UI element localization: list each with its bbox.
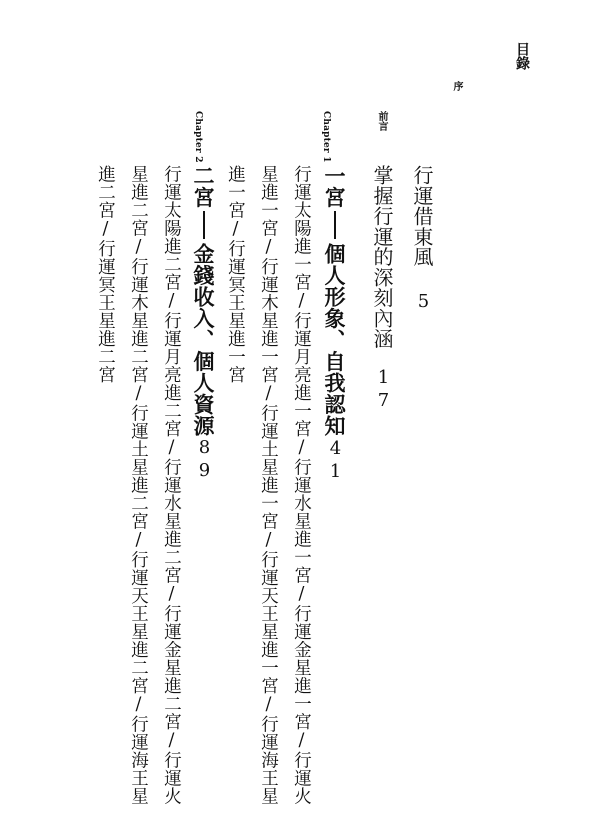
chapter-2-line-2: 星進二宮/行運木星進二宮/行運土星進二宮/行運天王星進二宮/行運海王星 [128,165,149,805]
toc-title: 目錄 [514,42,530,70]
chapter-1-line-1: 行運太陽進一宮/行運月亮進一宮/行運水星進一宮/行運金星進一宮/行運火 [291,165,312,805]
foreword-page-number: 17 [373,367,394,413]
foreword-label: 前言 [376,111,387,131]
chapter-2-title-prefix: 二宮 [191,165,216,208]
preface-page-number: 5 [413,291,434,314]
chapter-2-label: Chapter 2 [193,111,203,163]
chapter-1-title-dash [334,211,336,239]
preface-label: 序 [451,81,462,91]
chapter-1-label: Chapter 1 [321,111,331,163]
chapter-1-title [322,165,348,437]
chapter-1-title-suffix: 個人形象、自我認知 [322,243,347,437]
chapter-1-page-number: 41 [325,438,346,484]
chapter-2-title-dash [203,211,205,239]
foreword-entry-title: 掌握行運的深刻內涵 [370,165,394,349]
chapter-1-title-prefix: 一宮 [322,165,347,208]
chapter-2-title-suffix: 金錢收入、個人資源 [191,243,216,437]
preface-entry-title: 行運借東風 [410,165,434,267]
chapter-2-title [191,165,217,437]
chapter-2-page-number: 89 [194,437,215,483]
chapter-1-line-3: 進一宮/行運冥王星進一宮 [225,165,246,384]
chapter-1-line-2: 星進一宮/行運木星進一宮/行運土星進一宮/行運天王星進一宮/行運海王星 [258,165,279,805]
chapter-2-line-3: 進二宮/行運冥王星進二宮 [95,165,116,384]
chapter-2-line-1: 行運太陽進二宮/行運月亮進二宮/行運水星進二宮/行運金星進二宮/行運火 [161,165,182,805]
